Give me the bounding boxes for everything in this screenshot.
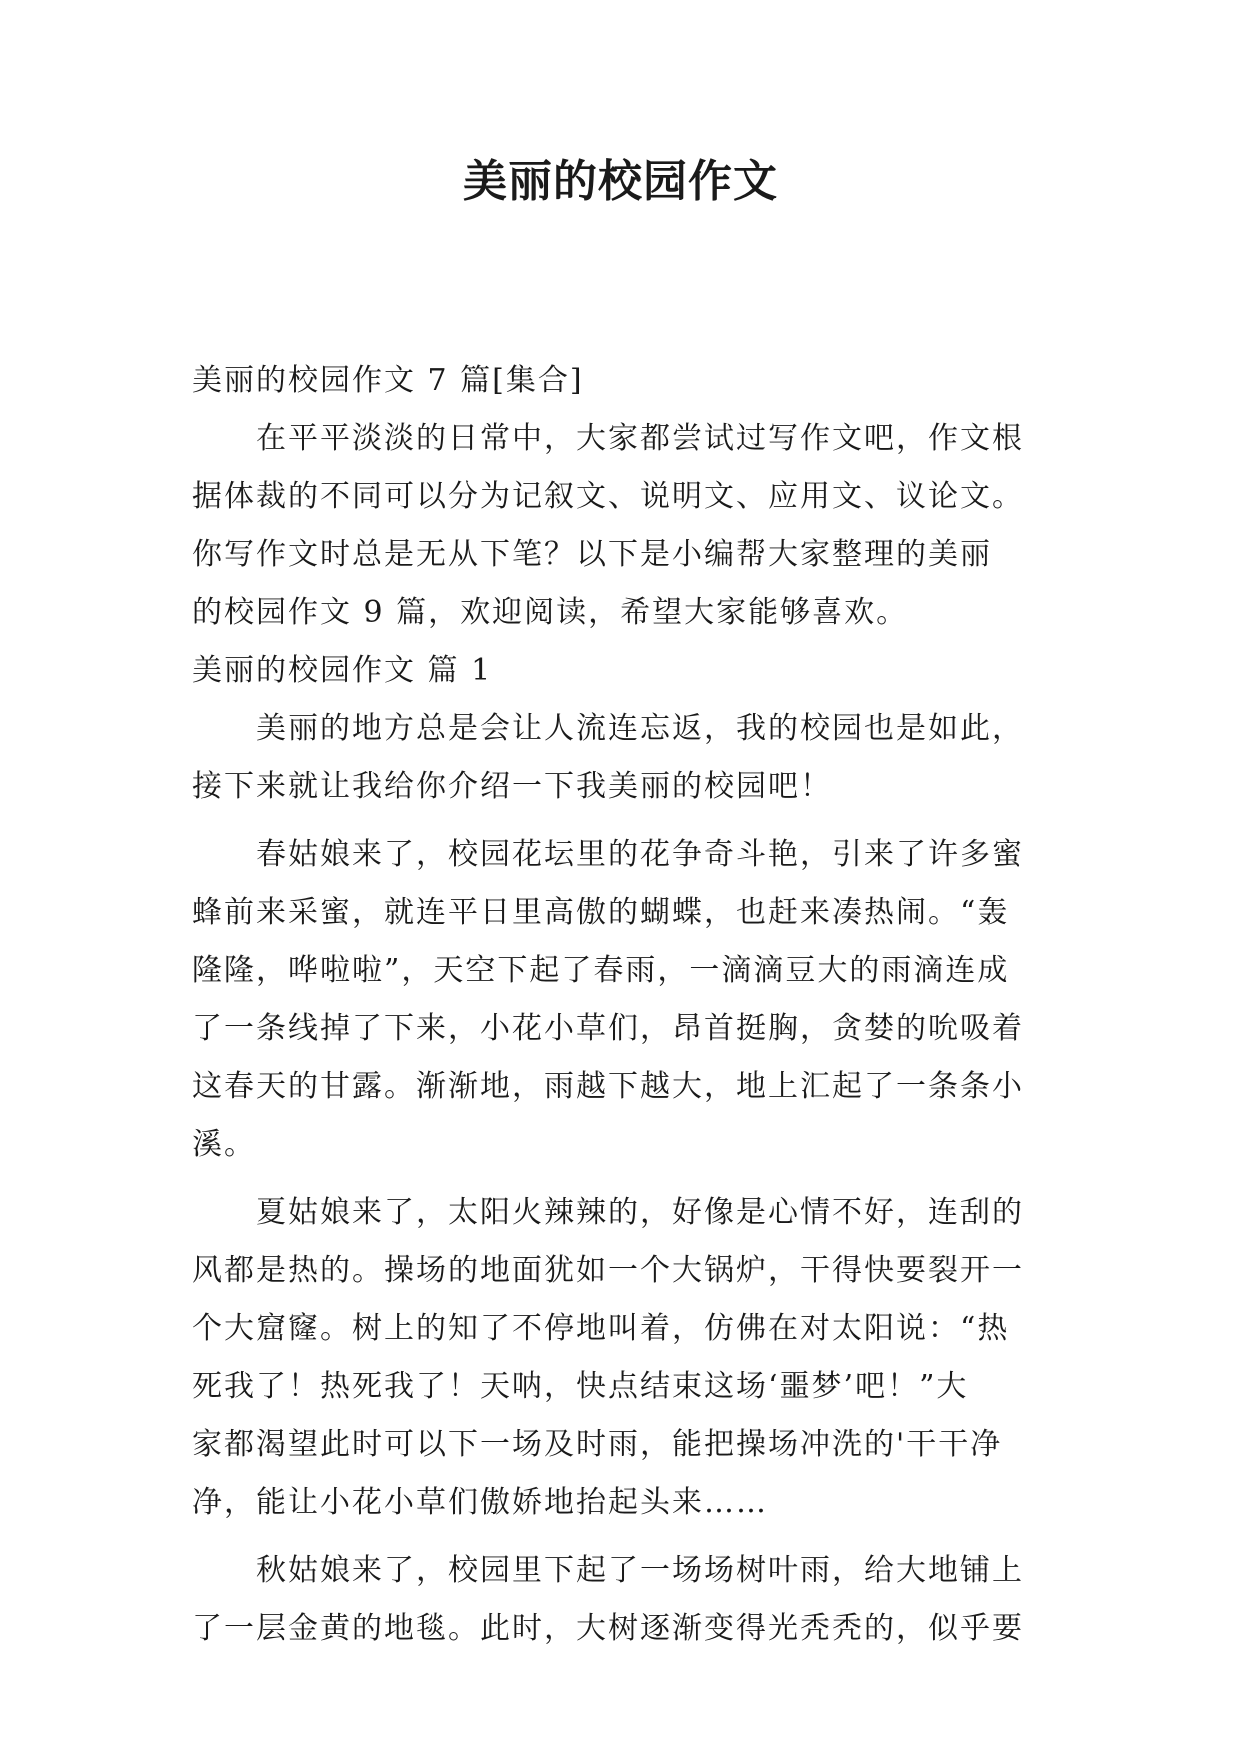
text-line: 你写作文时总是无从下笔？以下是小编帮大家整理的美丽 [192, 537, 992, 572]
text-line: 蜂前来采蜜，就连平日里高傲的蝴蝶，也赶来凑热闹。“轰 [192, 895, 1010, 930]
text-line: 的校园作文 9 篇，欢迎阅读，希望大家能够喜欢。 [192, 595, 909, 630]
text-line: 风都是热的。操场的地面犹如一个大锅炉，干得快要裂开一 [192, 1253, 1024, 1288]
text-line: 美丽的校园作文 7 篇[集合] [192, 363, 584, 398]
text-line: 了一条线掉了下来，小花小草们，昂首挺胸，贪婪的吮吸着 [192, 1011, 1024, 1046]
text-line: 据体裁的不同可以分为记叙文、说明文、应用文、议论文。 [192, 479, 1024, 514]
document-body [192, 352, 1072, 1658]
text-line: 个大窟窿。树上的知了不停地叫着，仿佛在对太阳说：“热 [192, 1311, 1010, 1346]
text-line: 隆隆，哗啦啦”，天空下起了春雨，一滴滴豆大的雨滴连成 [192, 953, 1010, 988]
text-line: 家都渴望此时可以下一场及时雨，能把操场冲洗的'干干净 [192, 1427, 1003, 1462]
text-line: 夏姑娘来了，太阳火辣辣的，好像是心情不好，连刮的 [192, 1195, 1024, 1230]
document-title: 美丽的校园作文 [463, 156, 778, 207]
text-line: 春姑娘来了，校园花坛里的花争奇斗艳，引来了许多蜜 [192, 837, 1024, 872]
text-line: 在平平淡淡的日常中，大家都尝试过写作文吧，作文根 [192, 421, 1024, 456]
text-line: 美丽的地方总是会让人流连忘返，我的校园也是如此， [192, 711, 1024, 746]
text-line: 秋姑娘来了，校园里下起了一场场树叶雨，给大地铺上 [192, 1553, 1024, 1588]
text-line: 接下来就让我给你介绍一下我美丽的校园吧！ [192, 769, 832, 804]
text-line: 净，能让小花小草们傲娇地抬起头来…… [192, 1485, 768, 1520]
text-line: 这春天的甘露。渐渐地，雨越下越大，地上汇起了一条条小 [192, 1069, 1024, 1104]
text-line: 死我了！热死我了！天呐，快点结束这场‘噩梦’吧！”大 [192, 1369, 969, 1404]
text-line: 了一层金黄的地毯。此时，大树逐渐变得光秃秃的，似乎要 [192, 1611, 1024, 1646]
text-line: 溪。 [192, 1127, 256, 1162]
text-line: 美丽的校园作文 篇 1 [192, 653, 493, 688]
